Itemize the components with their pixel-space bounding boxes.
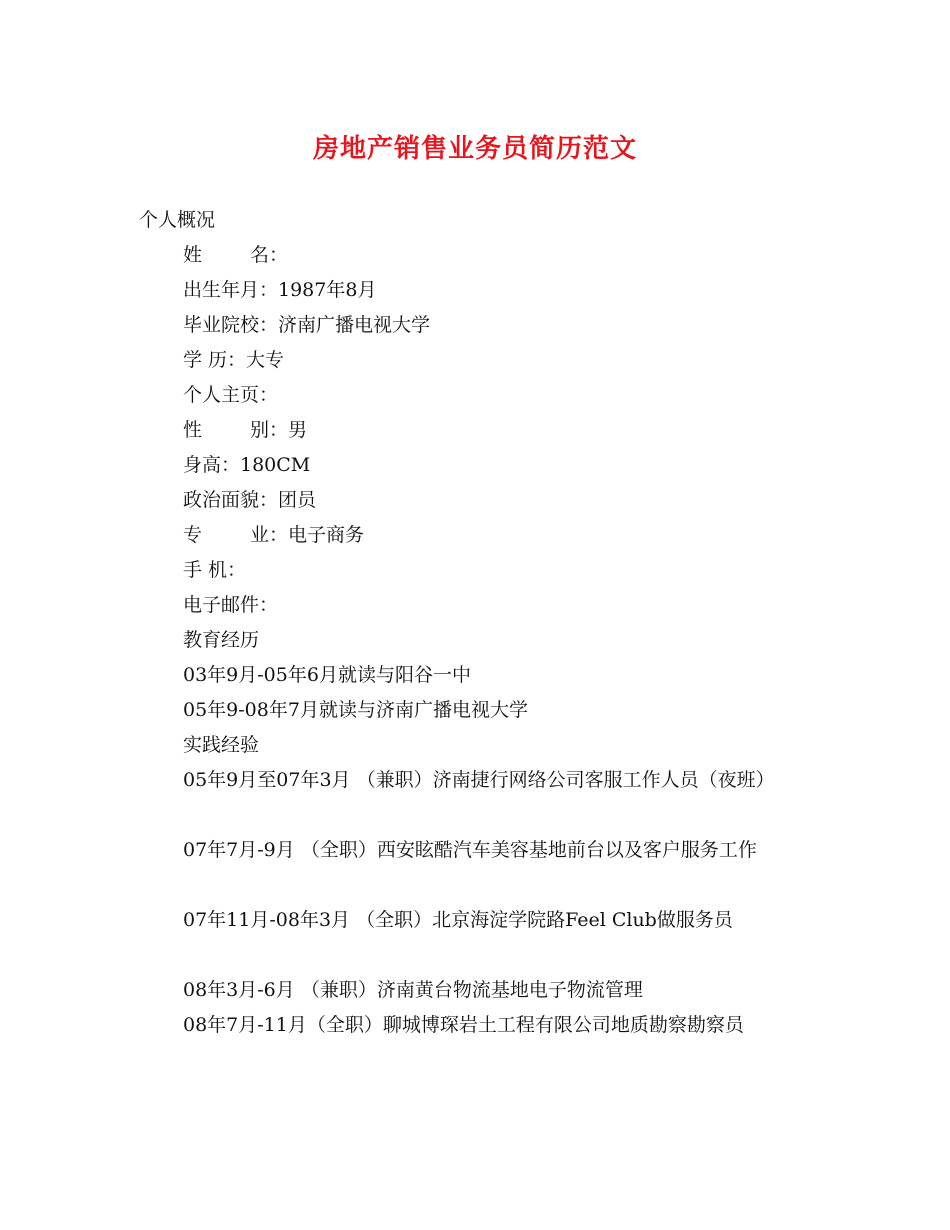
document-title: 房地产销售业务员简历范文 bbox=[312, 134, 637, 164]
practice-item: 07年7月-9月 （全职）西安眩酷汽车美容基地前台以及客户服务工作 bbox=[183, 839, 757, 861]
profile-phone: 手 机： bbox=[183, 559, 247, 581]
profile-gender-label-b: 别：男 bbox=[250, 419, 308, 441]
profile-gender-label-a: 性 bbox=[183, 419, 203, 441]
practice-item: 08年3月-6月 （兼职）济南黄台物流基地电子物流管理 bbox=[183, 979, 643, 1001]
profile-school: 毕业院校：济南广播电视大学 bbox=[183, 314, 431, 336]
profile-major-label-b: 业：电子商务 bbox=[250, 524, 365, 546]
section-heading-profile: 个人概况 bbox=[139, 209, 216, 231]
profile-name-label-a: 姓 bbox=[183, 244, 203, 266]
practice-item: 07年11月-08年3月 （全职）北京海淀学院路Feel Club做服务员 bbox=[183, 909, 733, 931]
profile-homepage: 个人主页： bbox=[183, 384, 279, 406]
practice-item: 08年7月-11月（全职）聊城博琛岩土工程有限公司地质勘察勘察员 bbox=[183, 1014, 744, 1036]
profile-major-label-a: 专 bbox=[183, 524, 203, 546]
profile-name-label-b: 名： bbox=[250, 244, 289, 266]
profile-political: 政治面貌：团员 bbox=[183, 489, 317, 511]
profile-name bbox=[183, 238, 288, 273]
profile-height: 身高：180CM bbox=[183, 454, 311, 476]
education-item: 03年9月-05年6月就读与阳谷一中 bbox=[183, 664, 471, 686]
profile-gender bbox=[183, 413, 307, 448]
profile-email: 电子邮件： bbox=[183, 594, 279, 616]
section-heading-practice: 实践经验 bbox=[183, 734, 260, 756]
profile-education: 学 历：大专 bbox=[183, 349, 285, 371]
profile-major bbox=[183, 518, 364, 553]
practice-item: 05年9月至07年3月 （兼职）济南捷行网络公司客服工作人员（夜班） bbox=[183, 769, 775, 791]
education-item: 05年9-08年7月就读与济南广播电视大学 bbox=[183, 699, 528, 721]
section-heading-education: 教育经历 bbox=[183, 629, 260, 651]
profile-birth: 出生年月：1987年8月 bbox=[183, 279, 377, 301]
